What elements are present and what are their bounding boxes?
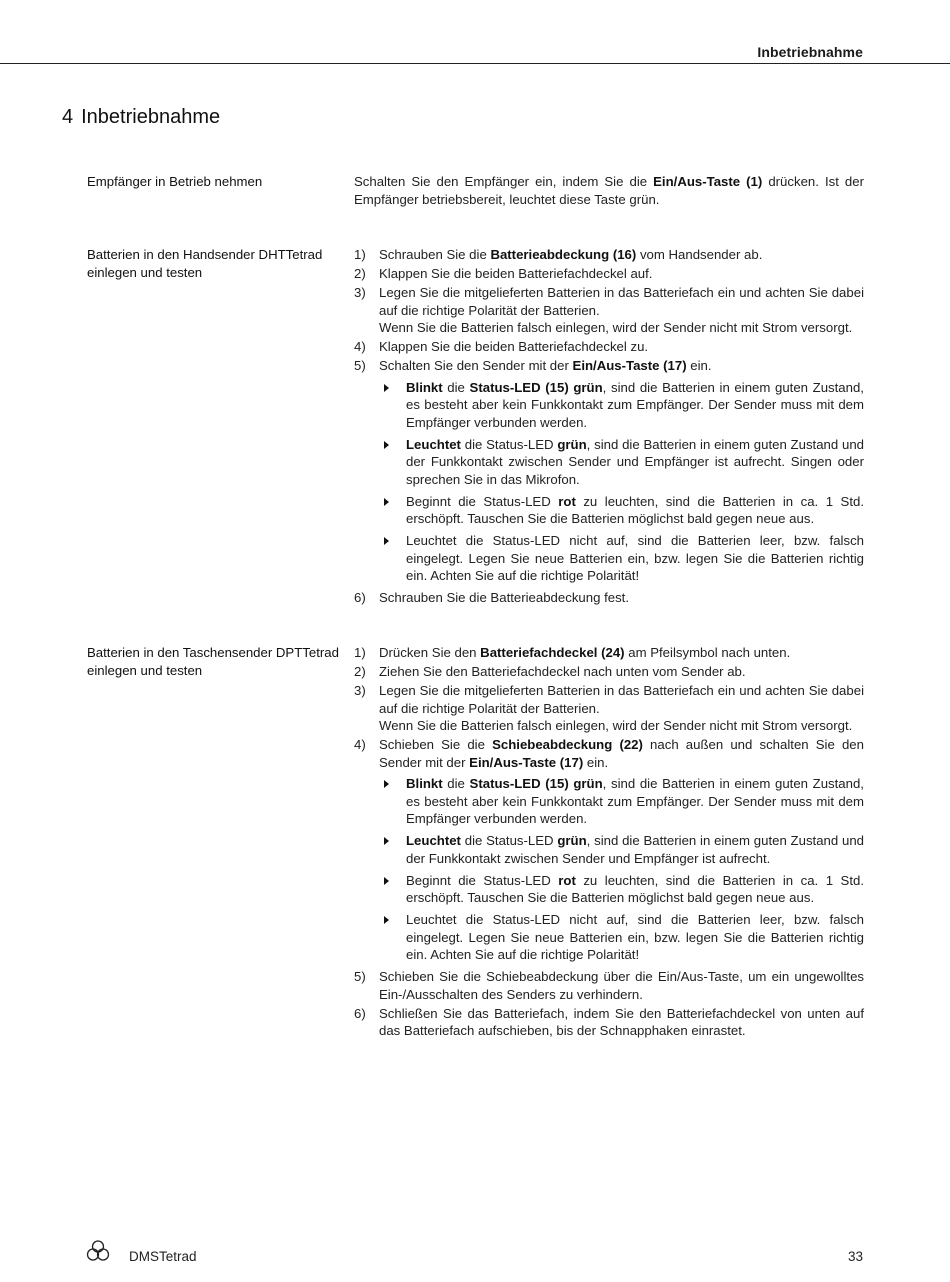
step-number: 1) <box>354 247 366 262</box>
chapter-heading: Inbetriebnahme <box>81 106 221 128</box>
bold-text: Leuchtet <box>406 436 461 452</box>
bold-text: Status-LED (15) grün <box>469 776 603 792</box>
bold-text: Ein/Aus-Taste (1) <box>653 174 763 189</box>
bold-text: Blinkt <box>406 776 443 792</box>
bullet-text <box>406 833 864 866</box>
bold-text: Schiebeabdeckung (22) <box>492 737 643 753</box>
text-run: zu leuchten, sind die Batterien in ca. 1 Std. erschöpft. Tauschen Sie die Batterien möglichst bald gegen neue aus. <box>406 872 864 906</box>
step-text <box>379 589 864 607</box>
step-item <box>354 284 864 337</box>
chapter-title <box>62 106 220 129</box>
footer-product-name: DMSTetrad <box>129 1249 197 1264</box>
bullet-item <box>379 775 864 828</box>
step-item <box>354 644 864 662</box>
text-run: Beginnt die Status-LED <box>406 493 559 509</box>
text-run: , sind die Batterien in einem guten Zustand und der Funkkontakt zwischen Sender und Empfänger ist aufrecht. <box>406 833 864 866</box>
step-text <box>379 682 864 717</box>
text-run: Schließen Sie das Batteriefach, indem Sie den Batteriefachdeckel von unten auf das Batteriefach aufschieben, bis der Schnapphaken einrastet. <box>379 1005 864 1039</box>
step-item <box>354 736 864 964</box>
bullet-item <box>379 832 864 867</box>
bold-text: Ein/Aus-Taste (17) <box>469 754 584 770</box>
step-item <box>354 589 864 607</box>
section-label: Empfänger in Betrieb nehmen <box>87 174 263 189</box>
step-number: 6) <box>354 1005 366 1021</box>
step-number: 3) <box>354 285 366 301</box>
triangle-bullet-icon <box>384 384 389 392</box>
step-number: 2) <box>354 664 366 680</box>
step-item <box>354 968 864 1003</box>
step-text <box>379 663 864 681</box>
bullet-list <box>379 775 864 964</box>
bullet-text <box>406 533 864 583</box>
text-run: ein. <box>583 754 609 770</box>
bullet-item <box>379 436 864 489</box>
bold-text: grün <box>557 436 587 452</box>
text-run: Ziehen Sie den Batteriefachdeckel nach unten vom Sender ab. <box>379 664 746 680</box>
header-rule <box>0 63 950 64</box>
bullet-text <box>406 873 864 906</box>
step-item <box>354 357 864 585</box>
step-item <box>354 1005 864 1040</box>
bold-text: grün <box>557 833 587 849</box>
section-label: Batterien in den Taschensender DPTTetrad einlegen und testen <box>87 645 339 678</box>
step-text <box>379 338 864 356</box>
step-item <box>354 265 864 283</box>
text-run: die <box>442 379 470 395</box>
step-number: 4) <box>354 339 366 355</box>
text-run: vom Handsender ab. <box>636 247 763 262</box>
step-list <box>354 644 864 1040</box>
bullet-item <box>379 532 864 585</box>
step-number: 2) <box>354 266 366 282</box>
bold-text: Ein/Aus-Taste (17) <box>572 358 687 374</box>
text-run: ein. <box>686 358 712 374</box>
text-run: , sind die Batterien in einem guten Zustand, es besteht aber kein Funkkontakt zum Empfänger. Der Sender muss mit dem Empfänger verbunden werden. <box>406 379 864 430</box>
step-number: 4) <box>354 737 366 753</box>
text-run: die Status-LED <box>460 833 558 849</box>
triangle-bullet-icon <box>384 537 389 545</box>
page-number: 33 <box>847 1249 863 1264</box>
triangle-bullet-icon <box>384 877 389 885</box>
step-text <box>379 265 864 283</box>
bold-text: Blinkt <box>406 379 443 395</box>
text-run: Drücken Sie den <box>379 645 481 660</box>
three-interlocking-rings-icon <box>86 1240 110 1262</box>
text-run: , sind die Batterien in einem guten Zustand und der Funkkontakt zwischen Sender und Empfänger ist aufrecht. Singen oder sprechen Sie in das Mikrofon. <box>406 436 864 487</box>
bullet-text <box>406 437 864 487</box>
chapter-number: 4 <box>62 106 74 128</box>
text-run: , sind die Batterien in einem guten Zustand, es besteht aber kein Funkkontakt zum Empfänger. Der Sender muss mit dem Empfänger verbunden werden. <box>406 776 864 827</box>
step-text <box>379 284 864 319</box>
section-body <box>354 644 864 1041</box>
text-run: Klappen Sie die beiden Batteriefachdeckel auf. <box>379 266 653 282</box>
text-run: Schalten Sie den Sender mit der <box>379 358 573 374</box>
text-run: Leuchtet die Status-LED nicht auf, sind die Batterien leer, bzw. falsch eingelegt. Legen Sie neue Batterien ein, bzw. legen Sie die Batterien richtig ein. Achten Sie auf die richtige Polarität! <box>406 533 864 584</box>
triangle-bullet-icon <box>384 441 389 449</box>
step-number: 5) <box>354 969 366 985</box>
text-run: Beginnt die Status-LED <box>406 872 559 888</box>
section-body <box>354 246 864 608</box>
step-text <box>379 1005 864 1040</box>
text-run: Schrauben Sie die <box>379 247 491 262</box>
step-number: 5) <box>354 358 366 374</box>
bold-text: Batterieabdeckung (16) <box>490 247 637 262</box>
step-number: 3) <box>354 683 366 699</box>
bold-text: rot <box>558 872 576 888</box>
bullet-item <box>379 911 864 964</box>
text-run: Leuchtet die Status-LED nicht auf, sind die Batterien leer, bzw. falsch eingelegt. Legen Sie neue Batterien ein, bzw. legen Sie die Batterien richtig ein. Achten Sie auf die richtige Polarität! <box>406 912 864 963</box>
step-number: 6) <box>354 590 366 606</box>
step-text <box>379 968 864 1003</box>
text-run: am Pfeilsymbol nach unten. <box>624 645 791 660</box>
text-run: nach außen und schalten Sie den Sender mit der <box>379 737 864 770</box>
section-body <box>354 173 864 208</box>
bullet-text <box>406 494 864 527</box>
text-run: Schalten Sie den Empfänger ein, indem Sie die <box>354 174 654 189</box>
step-text <box>379 644 864 662</box>
triangle-bullet-icon <box>384 780 389 788</box>
step-item <box>354 663 864 681</box>
bullet-item <box>379 872 864 907</box>
bold-text: Batteriefachdeckel (24) <box>480 645 625 660</box>
text-run: die Status-LED <box>460 436 558 452</box>
step-list <box>354 246 864 607</box>
bullet-item <box>379 493 864 528</box>
step-text <box>379 736 864 771</box>
bullet-text <box>406 912 864 962</box>
triangle-bullet-icon <box>384 498 389 506</box>
step-item <box>354 246 864 264</box>
text-run: zu leuchten, sind die Batterien in ca. 1 Std. erschöpft. Tauschen Sie die Batterien möglichst bald gegen neue aus. <box>406 493 864 527</box>
text-run: drücken. Ist der Empfänger betriebsbereit, leuchtet diese Taste grün. <box>354 174 864 207</box>
bullet-text <box>406 380 864 430</box>
step-text <box>379 246 864 264</box>
running-header-title: Inbetriebnahme <box>757 44 863 60</box>
step-item <box>354 682 864 735</box>
bullet-text <box>406 776 864 826</box>
step-text <box>379 357 864 375</box>
text-run: Legen Sie die mitgelieferten Batterien in das Batteriefach ein und achten Sie dabei auf die richtige Polarität der Batterien. <box>379 683 864 716</box>
paragraph <box>354 173 864 208</box>
step-note: Wenn Sie die Batterien falsch einlegen, wird der Sender nicht mit Strom versorgt. <box>379 718 853 734</box>
section-label: Batterien in den Handsender DHTTetrad einlegen und testen <box>87 247 323 280</box>
step-note: Wenn Sie die Batterien falsch einlegen, wird der Sender nicht mit Strom versorgt. <box>379 320 853 336</box>
bullet-list <box>379 379 864 585</box>
step-item <box>354 338 864 356</box>
bullet-item <box>379 379 864 432</box>
triangle-bullet-icon <box>384 916 389 924</box>
text-run: Legen Sie die mitgelieferten Batterien in das Batteriefach ein und achten Sie dabei auf die richtige Polarität der Batterien. <box>379 285 864 318</box>
text-run: die <box>442 776 470 792</box>
text-run: Klappen Sie die beiden Batteriefachdeckel zu. <box>379 339 649 355</box>
bold-text: Status-LED (15) grün <box>469 379 603 395</box>
bold-text: Leuchtet <box>406 833 461 849</box>
text-run: Schieben Sie die Schiebeabdeckung über die Ein/Aus-Taste, um ein ungewolltes Ein-/Ausschalten des Senders zu verhindern. <box>379 969 864 1002</box>
bold-text: rot <box>558 493 576 509</box>
step-number: 1) <box>354 645 366 660</box>
text-run: Schrauben Sie die Batterieabdeckung fest. <box>379 590 629 606</box>
text-run: Schieben Sie die <box>379 737 493 753</box>
triangle-bullet-icon <box>384 837 389 845</box>
